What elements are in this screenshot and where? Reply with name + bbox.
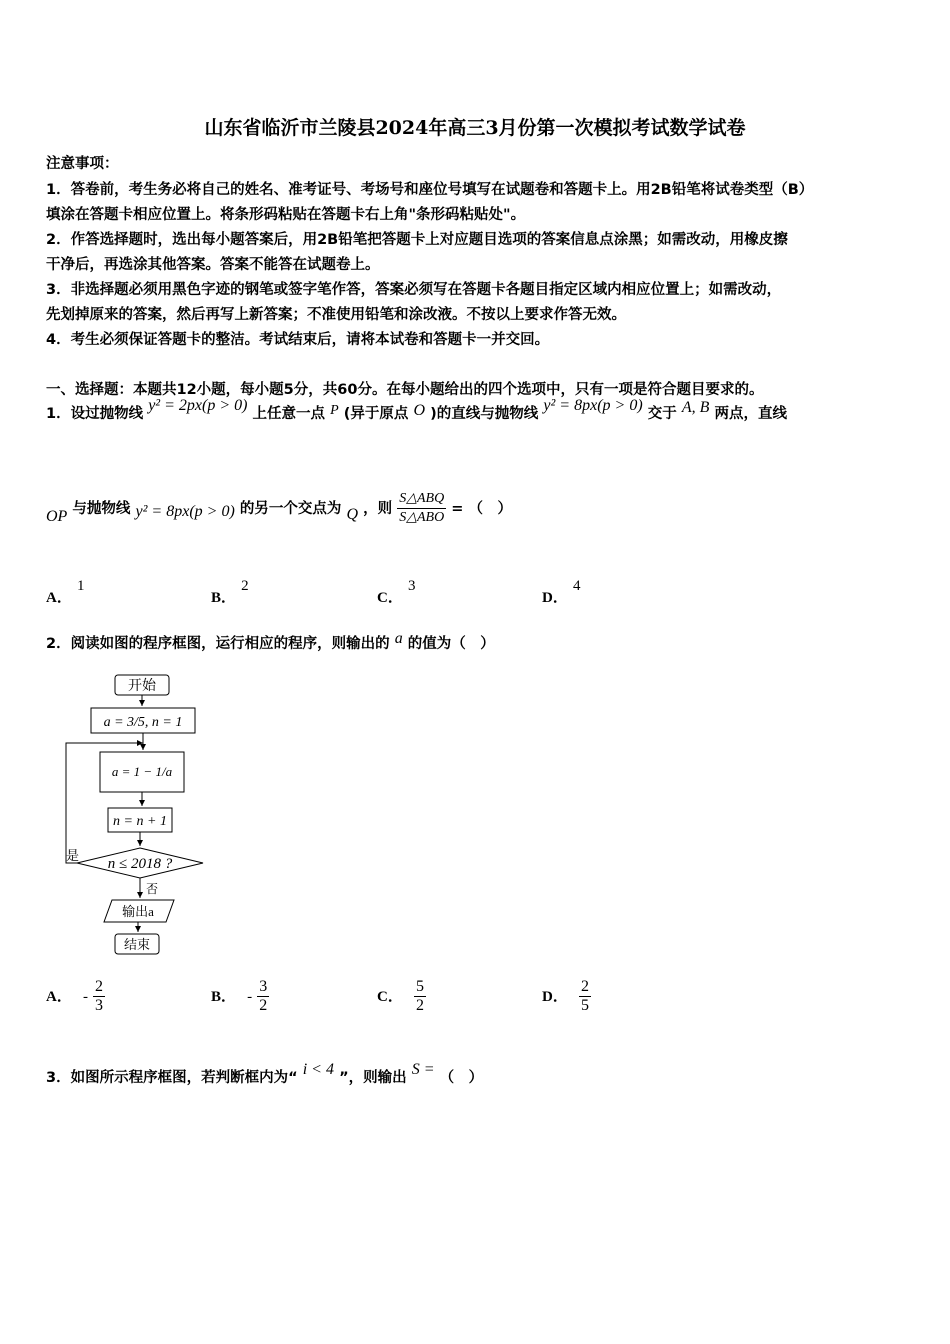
flow-yes-label: 是 bbox=[66, 848, 80, 863]
option-letter: A． bbox=[46, 989, 72, 1005]
q2-option-a[interactable] bbox=[46, 978, 105, 1015]
question-2 bbox=[46, 632, 495, 653]
q1-text: 两点，直线 bbox=[714, 406, 787, 422]
option-letter: D． bbox=[542, 989, 568, 1005]
option-fraction bbox=[257, 978, 269, 1015]
notice-line: 1．答卷前，考生务必将自己的姓名、准考证号、考场号和座位号填写在试题卷和答题卡上。用2B铅笔将试卷类型（B） bbox=[46, 182, 814, 198]
option-letter: B． bbox=[211, 590, 237, 606]
q3-text: ”，则输出 bbox=[339, 1070, 407, 1086]
flow-start-label: 开始 bbox=[128, 679, 156, 694]
notice-line: 填涂在答题卡相应位置上。将条形码粘贴在答题卡右上角"条形码粘贴处"。 bbox=[46, 207, 526, 223]
option-letter: A． bbox=[46, 590, 72, 606]
q1-area-numerator: S△ABQ bbox=[397, 490, 446, 509]
q1-text: 上任意一点 bbox=[252, 406, 326, 422]
q3-text: （ ） bbox=[439, 1070, 484, 1086]
option-letter: B． bbox=[211, 989, 237, 1005]
q1-point-q: Q bbox=[346, 506, 359, 523]
q3-condition: i < 4 bbox=[302, 1061, 334, 1078]
flow-init-label: a = 3/5, n = 1 bbox=[103, 715, 183, 730]
q1-formula-parabola-3: y² = 8px(p > 0) bbox=[135, 503, 235, 520]
option-sign: - bbox=[82, 989, 88, 1005]
flow-no-label: 否 bbox=[146, 882, 159, 896]
question-1-line-2 bbox=[46, 490, 512, 527]
q1-option-a[interactable] bbox=[46, 574, 85, 606]
notice-line: 3．非选择题必须用黑色字迹的钢笔或签字笔作答，答案必须写在答题卡各题目指定区域内相应位置上；如需改动， bbox=[46, 282, 782, 298]
q1-points-ab: A, B bbox=[681, 399, 710, 416]
option-fraction bbox=[93, 978, 105, 1015]
q1-formula-parabola-2: y² = 8px(p > 0) bbox=[543, 397, 643, 414]
option-numerator: 3 bbox=[259, 978, 268, 995]
question-3 bbox=[46, 1061, 484, 1087]
option-numerator: 5 bbox=[415, 978, 424, 995]
flow-condition-label: n ≤ 2018 ? bbox=[107, 856, 173, 872]
option-denominator: 2 bbox=[415, 997, 424, 1014]
option-value: 2 bbox=[241, 578, 249, 594]
q1-area-ratio bbox=[397, 490, 446, 527]
q1-area-denominator: S△ABO bbox=[399, 510, 445, 525]
section-heading: 一、选择题：本题共12小题，每小题5分，共60分。在每小题给出的四个选项中，只有一项是符合题目要求的。 bbox=[46, 382, 764, 398]
option-letter: C． bbox=[377, 590, 403, 606]
notice-line: 2．作答选择题时，选出每小题答案后，用2B铅笔把答题卡上对应题目选项的答案信息点涂黑；如需改动，用橡皮擦 bbox=[46, 232, 788, 248]
option-numerator: 2 bbox=[95, 978, 104, 995]
q1-text: ，则 bbox=[363, 501, 393, 517]
q1-option-b[interactable] bbox=[211, 574, 249, 606]
q1-point-p: P bbox=[330, 403, 339, 418]
page-title: 山东省临沂市兰陵县2024年高三3月份第一次模拟考试数学试卷 bbox=[204, 117, 746, 139]
flow-end-label: 结束 bbox=[123, 937, 151, 952]
q1-line-op: OP bbox=[46, 508, 68, 525]
q1-text: 交于 bbox=[647, 406, 677, 422]
q2-option-d[interactable] bbox=[542, 978, 591, 1015]
q2-variable-a: a bbox=[394, 630, 403, 647]
flow-update-a-label: a = 1 − 1/a bbox=[111, 764, 173, 779]
q1-text: = （ ） bbox=[451, 501, 512, 517]
flowchart bbox=[60, 670, 220, 960]
option-value: 3 bbox=[407, 578, 416, 594]
option-numerator: 2 bbox=[580, 978, 589, 995]
option-letter: C． bbox=[377, 989, 403, 1005]
q2-text: 的值为（ ） bbox=[407, 636, 495, 652]
option-fraction bbox=[414, 978, 426, 1015]
flow-increment-label: n = n + 1 bbox=[113, 814, 167, 829]
option-denominator: 5 bbox=[580, 997, 589, 1014]
option-letter: D． bbox=[542, 590, 568, 606]
option-sign: - bbox=[247, 989, 253, 1005]
option-fraction bbox=[579, 978, 591, 1015]
option-value: 4 bbox=[572, 578, 581, 594]
question-1-line-1 bbox=[46, 397, 787, 423]
q1-text: )的直线与抛物线 bbox=[430, 406, 539, 422]
q3-text: 3．如图所示程序框图，若判断框内为“ bbox=[46, 1070, 298, 1086]
q1-option-d[interactable] bbox=[542, 574, 581, 606]
notice-line: 4．考生必须保证答题卡的整洁。考试结束后，请将本试卷和答题卡一并交回。 bbox=[46, 332, 550, 348]
flow-output-label: 输出a bbox=[122, 904, 154, 919]
q2-option-c[interactable] bbox=[377, 978, 426, 1015]
q1-formula-parabola-1: y² = 2px(p > 0) bbox=[148, 397, 248, 414]
q1-text: 1．设过抛物线 bbox=[46, 406, 144, 422]
option-denominator: 3 bbox=[95, 997, 104, 1014]
q1-text: 的另一个交点为 bbox=[239, 501, 342, 517]
q1-option-c[interactable] bbox=[377, 574, 416, 606]
q2-option-b[interactable] bbox=[211, 978, 269, 1015]
q1-origin-o: O bbox=[413, 402, 426, 419]
q3-output-s: S = bbox=[411, 1061, 435, 1078]
q2-text: 2．阅读如图的程序框图，运行相应的程序，则输出的 bbox=[46, 636, 390, 652]
option-denominator: 2 bbox=[259, 997, 268, 1014]
q1-text: 与抛物线 bbox=[72, 501, 131, 517]
notice-heading: 注意事项： bbox=[46, 156, 119, 172]
option-value: 1 bbox=[76, 578, 85, 594]
q1-text: (异于原点 bbox=[343, 406, 409, 422]
notice-line: 干净后，再选涂其他答案。答案不能答在试题卷上。 bbox=[46, 257, 380, 273]
notice-line: 先划掉原来的答案，然后再写上新答案；不准使用铅笔和涂改液。不按以上要求作答无效。 bbox=[46, 307, 626, 323]
